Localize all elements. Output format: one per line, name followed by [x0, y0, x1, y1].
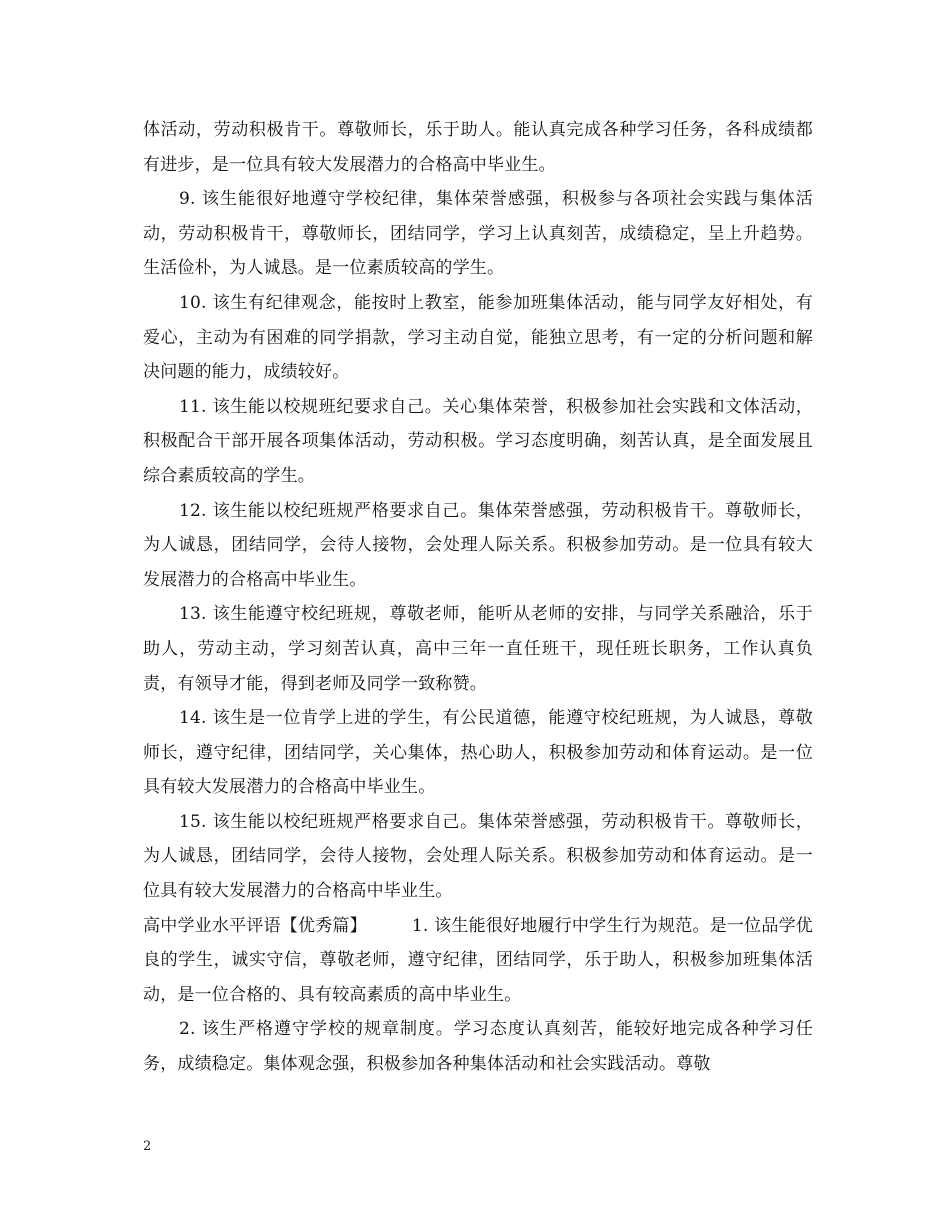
- paragraph-item-15: 15. 该生能以校纪班规严格要求自己。集体荣誉感强，劳动积极肯干。尊敬师长，为人诚恳，团结同学，会待人接物，会处理人际关系。积极参加劳动和体育运动。是一位具有较大发展潜力的合格高中毕业生。: [143, 811, 813, 902]
- paragraph-item-11: 11. 该生能以校规班纪要求自己。关心集体荣誉，积极参加社会实践和文体活动，积极配合干部开展各项集体活动，劳动积极。学习态度明确，刻苦认真，是全面发展且综合素质较高的学生。: [143, 396, 813, 486]
- paragraph-item-10: 10. 该生有纪律观念，能按时上教室，能参加班集体活动，能与同学友好相处，有爱心，主动为有困难的同学捐款，学习主动自觉，能独立思考，有一定的分析问题和解决问题的能力，成绩较好。: [143, 292, 813, 383]
- section-item-1: 1. 该生能很好地履行中学生行为规范。是一位品学优良的学生，诚实守信，尊敬老师，遵守纪律，团结同学，乐于助人，积极参加班集体活动，是一位合格的、具有较高素质的高中毕业生。: [143, 915, 814, 1005]
- paragraph-item-12: 12. 该生能以校纪班规严格要求自己。集体荣誉感强，劳动积极肯干。尊敬师长，为人诚恳，团结同学，会待人接物，会处理人际关系。积极参加劳动。是一位具有较大发展潜力的合格高中毕业生。: [143, 500, 813, 590]
- page-number: 2: [143, 1139, 152, 1154]
- paragraph-item-2: 2. 该生严格遵守学校的规章制度。学习态度认真刻苦，能较好地完成各种学习任务，成绩稳定。集体观念强，积极参加各种集体活动和社会实践活动。尊敬: [143, 1019, 813, 1075]
- section-paragraph: [143, 909, 813, 1013]
- paragraph-continuation: 体活动，劳动积极肯干。尊敬师长，乐于助人。能认真完成各种学习任务，各科成绩都有进步，是一位具有较大发展潜力的合格高中毕业生。: [143, 120, 813, 175]
- section-heading: 高中学业水平评语【优秀篇】: [143, 915, 367, 936]
- paragraph-item-13: 13. 该生能遵守校纪班规，尊敬老师，能听从老师的安排，与同学关系融洽，乐于助人，劳动主动，学习刻苦认真，高中三年一直任班干，现任班长职务，工作认真负责，有领导才能，得到老师及同学一致称赞。: [143, 604, 813, 694]
- paragraph-item-14: 14. 该生是一位肯学上进的学生，有公民道德，能遵守校纪班规，为人诚恳，尊敬师长，遵守纪律，团结同学，关心集体，热心助人，积极参加劳动和体育运动。是一位具有较大发展潜力的合格高中毕业生。: [143, 708, 813, 798]
- document-body: [143, 113, 813, 1082]
- paragraph-item-9: 9. 该生能很好地遵守学校纪律，集体荣誉感强，积极参与各项社会实践与集体活动，劳动积极肯干，尊敬师长，团结同学，学习上认真刻苦，成绩稳定，呈上升趋势。生活俭朴，为人诚恳。是一位素质较高的学生。: [143, 189, 813, 279]
